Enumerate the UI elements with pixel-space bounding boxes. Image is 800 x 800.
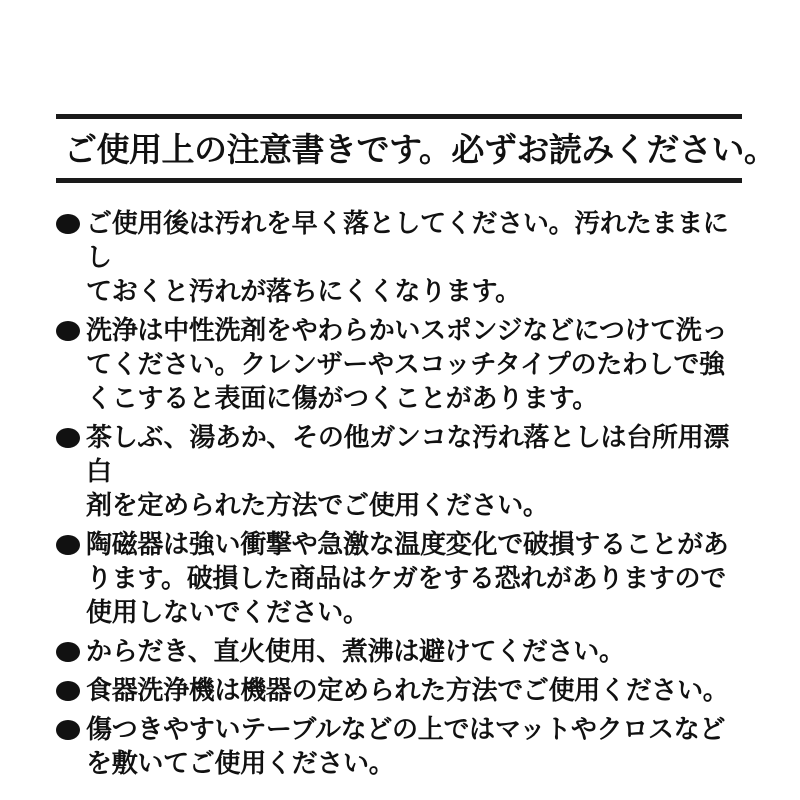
header-top-rule (56, 114, 742, 119)
caution-item (56, 207, 746, 309)
caution-text: 食器洗浄機は機器の定められた方法でご使用ください。 (86, 676, 729, 706)
caution-text: 陶磁器は強い衝撃や急激な温度変化で破損することがあ ります。破損した商品はケガをする恐れがありますので 使用しないでください。 (86, 530, 729, 628)
bullet-dot-icon (56, 681, 80, 701)
caution-text: 茶しぶ、湯あか、その他ガンコな汚れ落としは台所用漂白 剤を定められた方法でご使用ください。 (86, 423, 730, 521)
bullet-dot-icon (56, 321, 80, 341)
bullet-dot-icon (56, 428, 80, 448)
bullet-dot-icon (56, 535, 80, 555)
caution-item (56, 528, 746, 630)
bullet-dot-icon (56, 720, 80, 740)
caution-item (56, 314, 746, 416)
caution-text: 傷つきやすいテーブルなどの上ではマットやクロスなど を敷いてご使用ください。 (86, 715, 726, 779)
caution-item (56, 674, 746, 708)
caution-list (56, 207, 746, 786)
caution-text: からだき、直火使用、煮沸は避けてください。 (86, 637, 625, 667)
caution-item (56, 421, 746, 523)
bullet-dot-icon (56, 214, 80, 234)
header-bottom-rule (56, 178, 742, 183)
caution-item (56, 635, 746, 669)
caution-item (56, 713, 746, 781)
bullet-dot-icon (56, 642, 80, 662)
caution-text: ご使用後は汚れを早く落としてください。汚れたままにし ておくと汚れが落ちにくくなります。 (86, 209, 729, 307)
notice-heading: ご使用上の注意書きです。必ずお読みください。 (64, 130, 777, 169)
caution-text: 洗浄は中性洗剤をやわらかいスポンジなどにつけて洗っ てください。クレンザーやスコッチタイプのたわしで強 くこすると表面に傷がつくことがあります。 (86, 316, 728, 414)
